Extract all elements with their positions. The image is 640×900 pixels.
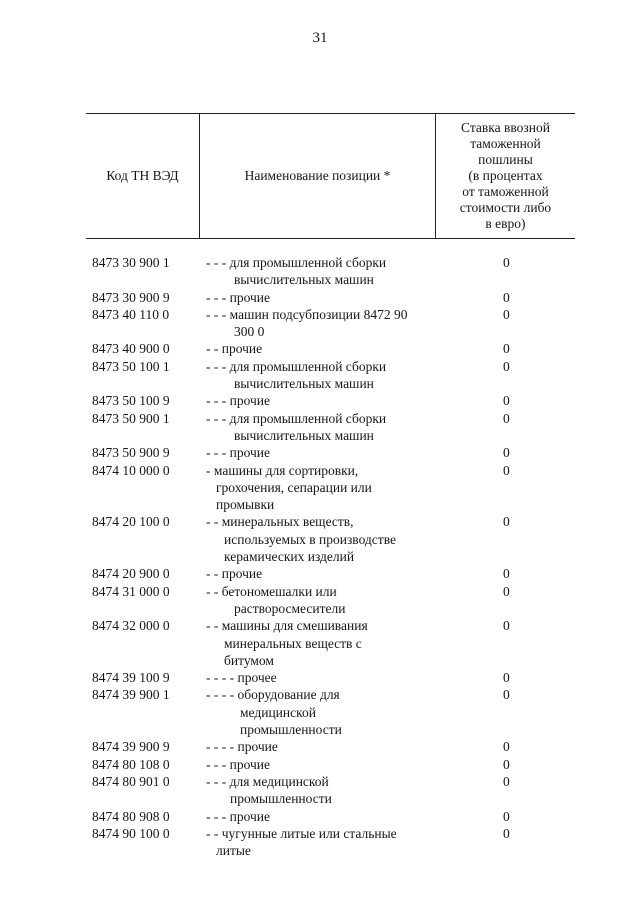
table-row (0, 617, 640, 669)
duty-rate: 0 (503, 514, 510, 530)
duty-rate: 0 (503, 306, 510, 322)
tnved-code: 8474 39 100 9 (92, 670, 170, 686)
duty-rate: 0 (503, 825, 510, 841)
position-name-line: - - - прочие (206, 808, 270, 824)
page-number: 31 (312, 30, 328, 46)
position-name-line: - - - прочие (206, 289, 270, 305)
header-name: Наименование позиции * (244, 168, 391, 183)
tnved-code: 8474 32 000 0 (92, 618, 170, 634)
position-name-line: промышленности (240, 722, 342, 738)
table-row (0, 756, 640, 773)
duty-rate: 0 (503, 255, 510, 270)
position-name-line: - - - - оборудование для (206, 687, 340, 703)
position-name-line: медицинской (240, 704, 316, 720)
duty-rate: 0 (503, 289, 510, 305)
position-name-line: - - машины для смешивания (206, 618, 368, 634)
duty-rate: 0 (503, 410, 510, 426)
position-name (206, 289, 428, 306)
position-name (206, 686, 428, 738)
table-row (0, 808, 640, 825)
table-row (0, 444, 640, 461)
table-row (0, 306, 640, 341)
tnved-code: 8474 20 900 0 (92, 566, 170, 582)
position-name (206, 444, 428, 461)
table-row (0, 686, 640, 738)
duty-rate: 0 (503, 670, 510, 686)
table-row (0, 340, 640, 357)
table-row (0, 392, 640, 409)
tnved-code: 8474 39 900 1 (92, 687, 170, 703)
position-name (206, 254, 428, 289)
table-row (0, 410, 640, 445)
table-header (86, 113, 575, 239)
position-name (206, 410, 428, 445)
table-body (0, 254, 640, 859)
duty-rate: 0 (503, 393, 510, 409)
tnved-code: 8474 39 900 9 (92, 739, 170, 755)
duty-rate: 0 (503, 566, 510, 582)
position-name (206, 617, 428, 669)
table-row (0, 289, 640, 306)
position-name-line: - - чугунные литые или стальные (206, 825, 397, 841)
table-row (0, 358, 640, 393)
position-name (206, 392, 428, 409)
position-name-line: - - - - прочее (206, 670, 277, 686)
tnved-code: 8473 30 900 9 (92, 289, 170, 305)
position-name (206, 565, 428, 582)
tnved-code: 8473 40 900 0 (92, 341, 170, 357)
tnved-code: 8474 80 908 0 (92, 808, 170, 824)
position-name-line: промышленности (230, 791, 332, 807)
table-row (0, 738, 640, 755)
duty-rate: 0 (503, 756, 510, 772)
position-name-line: - - - прочие (206, 445, 270, 461)
position-name (206, 808, 428, 825)
position-name-line: промывки (216, 497, 275, 513)
position-name-line: - - - прочие (206, 756, 270, 772)
position-name-line: 300 0 (234, 324, 265, 340)
position-name-line: - - прочие (206, 566, 263, 582)
position-name-line: растворосмесители (234, 600, 346, 616)
duty-rate: 0 (503, 808, 510, 824)
position-name-line: - - бетономешалки или (206, 583, 337, 599)
position-name (206, 773, 428, 808)
duty-rate: 0 (503, 618, 510, 634)
position-name-line: - - - для промышленной сборки (206, 358, 387, 374)
position-name-line: керамических изделий (224, 549, 355, 565)
position-name-line: битумом (224, 652, 274, 668)
position-name-line: - - минеральных веществ, (206, 514, 354, 530)
position-name-line: вычислительных машин (234, 376, 374, 392)
table-row (0, 669, 640, 686)
table-row (0, 565, 640, 582)
header-code: Код ТН ВЭД (106, 168, 179, 183)
tnved-code: 8473 50 900 9 (92, 445, 170, 461)
duty-rate: 0 (503, 773, 510, 789)
table-row (0, 583, 640, 618)
duty-rate: 0 (503, 687, 510, 703)
duty-rate: 0 (503, 739, 510, 755)
tnved-code: 8474 20 100 0 (92, 514, 170, 530)
header-rate: Ставка ввозной таможенной пошлины (в процентах от таможенной стоимости либо в евро) (459, 120, 552, 231)
tnved-code: 8474 80 108 0 (92, 756, 170, 772)
position-name-line: - - - машин подсубпозиции 8472 90 (206, 306, 408, 322)
duty-rate: 0 (503, 462, 510, 478)
tnved-code: 8473 50 100 9 (92, 393, 170, 409)
tnved-code: 8473 50 100 1 (92, 358, 170, 374)
tnved-code: 8474 90 100 0 (92, 825, 170, 841)
table-row (0, 462, 640, 514)
position-name-line: минеральных веществ с (224, 635, 362, 651)
position-name-line: литые (216, 843, 251, 859)
position-name-line: - - прочие (206, 341, 263, 357)
position-name-line: - - - - прочие (206, 739, 278, 755)
position-name-line: - - - для медицинской (206, 773, 329, 789)
position-name-line: - - - прочие (206, 393, 270, 409)
duty-rate: 0 (503, 358, 510, 374)
table-row (0, 773, 640, 808)
tnved-code: 8473 40 110 0 (92, 306, 170, 322)
tnved-code: 8473 50 900 1 (92, 410, 170, 426)
tnved-code: 8474 31 000 0 (92, 583, 170, 599)
position-name (206, 669, 428, 686)
position-name-line: - - - для промышленной сборки (206, 255, 387, 270)
tnved-code: 8474 10 000 0 (92, 462, 170, 478)
duty-rate: 0 (503, 445, 510, 461)
duty-rate: 0 (503, 583, 510, 599)
position-name-line: - - - для промышленной сборки (206, 410, 387, 426)
duty-rate: 0 (503, 341, 510, 357)
position-name-line: грохочения, сепарации или (216, 479, 372, 495)
table-row (0, 513, 640, 565)
position-name (206, 358, 428, 393)
position-name (206, 462, 428, 514)
tnved-code: 8473 30 900 1 (92, 255, 170, 270)
position-name-line: вычислительных машин (234, 272, 374, 288)
position-name-line: вычислительных машин (234, 427, 374, 443)
table-row (0, 825, 640, 860)
position-name (206, 513, 428, 565)
table-row (0, 254, 640, 289)
position-name (206, 825, 428, 860)
position-name (206, 756, 428, 773)
position-name (206, 306, 428, 341)
position-name (206, 583, 428, 618)
position-name-line: используемых в производстве (224, 531, 396, 547)
position-name (206, 738, 428, 755)
position-name-line: - машины для сортировки, (206, 462, 359, 478)
position-name (206, 340, 428, 357)
tnved-code: 8474 80 901 0 (92, 773, 170, 789)
